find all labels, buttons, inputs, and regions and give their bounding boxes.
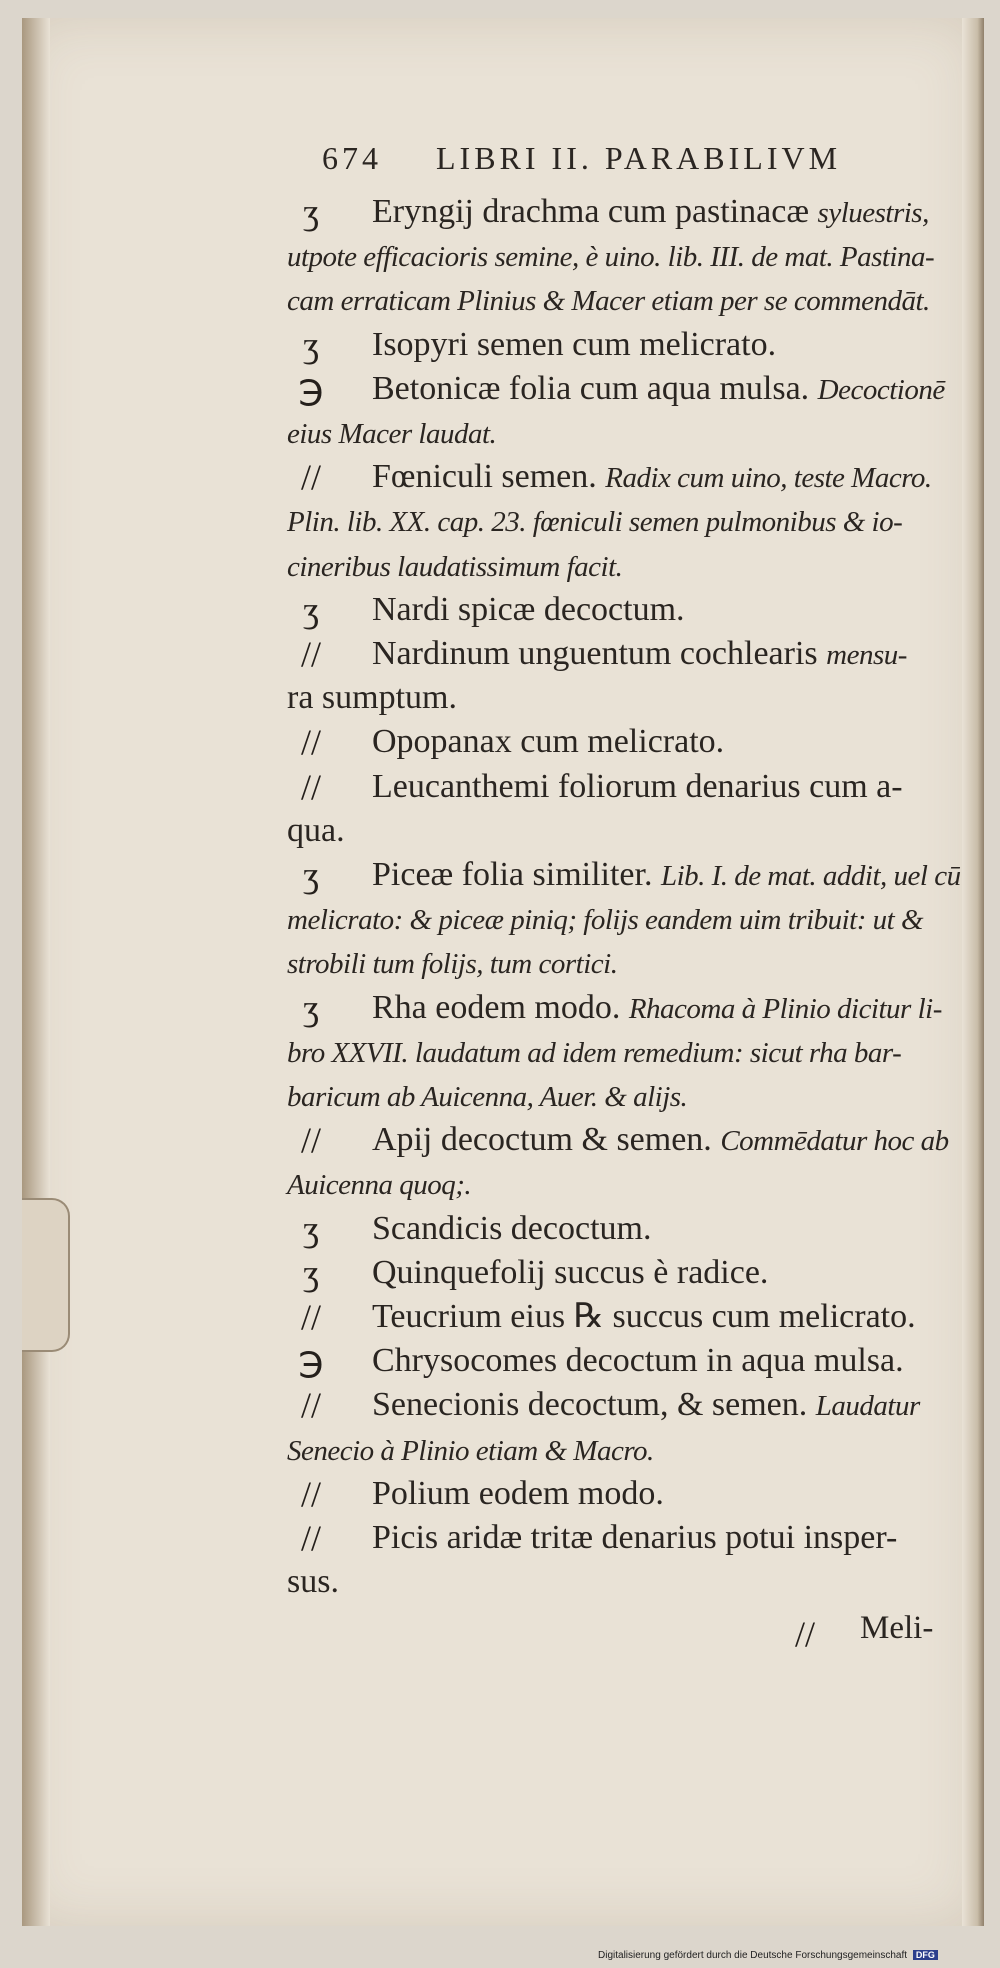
text-line bbox=[287, 278, 930, 322]
catchword: Meli- bbox=[860, 1610, 934, 1646]
dosage-symbol-icon: // bbox=[300, 1120, 321, 1160]
catchword-symbol-icon: // bbox=[795, 1614, 816, 1654]
dosage-symbol-icon: // bbox=[300, 1518, 321, 1558]
main-text: Piceæ folia similiter. bbox=[372, 856, 661, 893]
running-head bbox=[322, 140, 922, 184]
commentary-text: Senecio à Plinio etiam & Macro. bbox=[287, 1435, 654, 1467]
commentary-text: eius Macer laudat. bbox=[287, 418, 497, 450]
text-line bbox=[372, 1207, 651, 1251]
text-line bbox=[287, 411, 496, 455]
page-edge bbox=[962, 18, 984, 1926]
commentary-text: Rhacoma à Plinio dicitur li- bbox=[628, 993, 942, 1025]
commentary-text: utpote efficacioris semine, è uino. lib. III. de mat. Pastina- bbox=[287, 241, 935, 273]
text-line bbox=[372, 1118, 949, 1162]
dosage-symbol-icon: // bbox=[300, 767, 321, 807]
main-text: Fœniculi semen. bbox=[372, 458, 606, 495]
main-text: Quinquefolĳ succus è radice. bbox=[372, 1254, 769, 1291]
text-line bbox=[372, 1295, 916, 1339]
page-number: 674 bbox=[322, 140, 382, 176]
dosage-symbol-icon: ʒ bbox=[303, 590, 319, 630]
digitization-credit bbox=[598, 1950, 938, 1966]
main-text: qua. bbox=[287, 812, 345, 849]
text-line bbox=[287, 1428, 654, 1472]
text-line bbox=[372, 1251, 768, 1295]
text-line bbox=[287, 234, 934, 278]
commentary-text: strobili tum folijs, tum cortici. bbox=[287, 948, 618, 980]
dosage-symbol-icon: ʒ bbox=[303, 855, 319, 895]
commentary-text: syluestris, bbox=[817, 197, 929, 229]
main-text: Senecionis decoctum, & semen. bbox=[372, 1386, 816, 1423]
text-line bbox=[372, 720, 724, 764]
text-line bbox=[372, 1472, 664, 1516]
main-text: sus. bbox=[287, 1563, 339, 1600]
text-line bbox=[287, 897, 923, 941]
text-line bbox=[287, 1162, 471, 1206]
commentary-text: Auicenna quoq;. bbox=[287, 1169, 472, 1201]
commentary-text: Commēdatur hoc ab bbox=[720, 1125, 949, 1157]
commentary-text: Plin. lib. XX. cap. 23. fœniculi semen pulmonibus & io- bbox=[287, 506, 903, 538]
main-text: Scandicis decoctum. bbox=[372, 1210, 652, 1247]
dosage-symbol-icon: // bbox=[300, 457, 321, 497]
running-title: LIBRI II. PARABILIVM bbox=[436, 140, 842, 176]
main-text: Nardi spicæ decoctum. bbox=[372, 591, 685, 628]
main-text: Teucrium eius ℞ succus cum melicrato. bbox=[372, 1298, 916, 1335]
main-text: Polium eodem modo. bbox=[372, 1475, 664, 1512]
page-gutter bbox=[22, 18, 50, 1926]
commentary-text: cam erraticam Plinius & Macer etiam per se commendāt. bbox=[287, 285, 930, 317]
main-text: Leucanthemi foliorum denarius cum a- bbox=[372, 768, 903, 805]
text-line bbox=[287, 1030, 901, 1074]
commentary-text: melicrato: & piceæ piniq; folijs eandem uim tribuit: ut & bbox=[287, 904, 924, 936]
dosage-symbol-icon: ʒ bbox=[303, 1253, 319, 1293]
dosage-symbol-icon: ʒ bbox=[303, 988, 319, 1028]
commentary-text: bro XXVII. laudatum ad idem remedium: sicut rha bar- bbox=[287, 1037, 902, 1069]
commentary-text: Radix cum uino, teste Macro. bbox=[605, 462, 932, 494]
dosage-symbol-icon: ʒ bbox=[303, 1209, 319, 1249]
main-text: Apĳ decoctum & semen. bbox=[372, 1121, 721, 1158]
dosage-symbol-icon: // bbox=[300, 1385, 321, 1425]
text-line bbox=[372, 632, 907, 676]
text-line bbox=[372, 986, 942, 1030]
text-line bbox=[372, 323, 776, 367]
text-line bbox=[372, 367, 945, 411]
main-text: Nardinum unguentum cochlearis bbox=[372, 635, 827, 672]
dosage-symbol-icon: // bbox=[300, 722, 321, 762]
text-line bbox=[287, 544, 622, 588]
dosage-symbol-icon: ʒ bbox=[303, 325, 319, 365]
commentary-text: mensu- bbox=[826, 639, 907, 671]
dosage-symbol-icon: ʒ bbox=[303, 192, 319, 232]
dosage-symbol-icon: // bbox=[300, 634, 321, 674]
commentary-text: Lib. I. de mat. addit, uel cū bbox=[660, 860, 961, 892]
commentary-text: Laudatur bbox=[815, 1390, 920, 1422]
main-text: Picis aridæ tritæ denarius potui insper- bbox=[372, 1519, 898, 1556]
main-text: Rha eodem modo. bbox=[372, 989, 629, 1026]
text-line bbox=[372, 455, 932, 499]
main-text: Chrysocomes decoctum in aqua mulsa. bbox=[372, 1342, 904, 1379]
dosage-symbol-icon: ℈ bbox=[298, 1341, 324, 1381]
text-line bbox=[287, 499, 902, 543]
text-line bbox=[287, 1560, 339, 1604]
commentary-text: baricum ab Auicenna, Auer. & alijs. bbox=[287, 1081, 688, 1113]
text-line bbox=[372, 1339, 904, 1383]
text-line bbox=[287, 1074, 687, 1118]
commentary-text: cineribus laudatissimum facit. bbox=[287, 551, 623, 583]
main-text: Betonicæ folia cum aqua mulsa. bbox=[372, 370, 818, 407]
text-line bbox=[372, 588, 685, 632]
text-line bbox=[372, 1516, 897, 1560]
text-line bbox=[287, 676, 457, 720]
text-line bbox=[372, 190, 929, 234]
text-line bbox=[372, 853, 961, 897]
main-text: Eryngĳ drachma cum pastinacæ bbox=[372, 193, 818, 230]
commentary-text: Decoctionē bbox=[817, 374, 945, 406]
main-text: ra sumptum. bbox=[287, 679, 457, 716]
main-text: Isopyri semen cum melicrato. bbox=[372, 326, 777, 363]
text-line bbox=[372, 765, 903, 809]
dfg-logo-icon: DFG bbox=[913, 1950, 938, 1960]
dosage-symbol-icon: // bbox=[300, 1297, 321, 1337]
dosage-symbol-icon: ℈ bbox=[298, 369, 324, 409]
text-line bbox=[372, 1383, 920, 1427]
book-clasp-icon bbox=[22, 1198, 70, 1352]
dosage-symbol-icon: // bbox=[300, 1474, 321, 1514]
main-text: Opopanax cum melicrato. bbox=[372, 723, 725, 760]
digitization-credit-text: Digitalisierung gefördert durch die Deutsche Forschungsgemeinschaft bbox=[598, 1950, 908, 1961]
text-line bbox=[287, 941, 617, 985]
text-line bbox=[287, 809, 345, 853]
